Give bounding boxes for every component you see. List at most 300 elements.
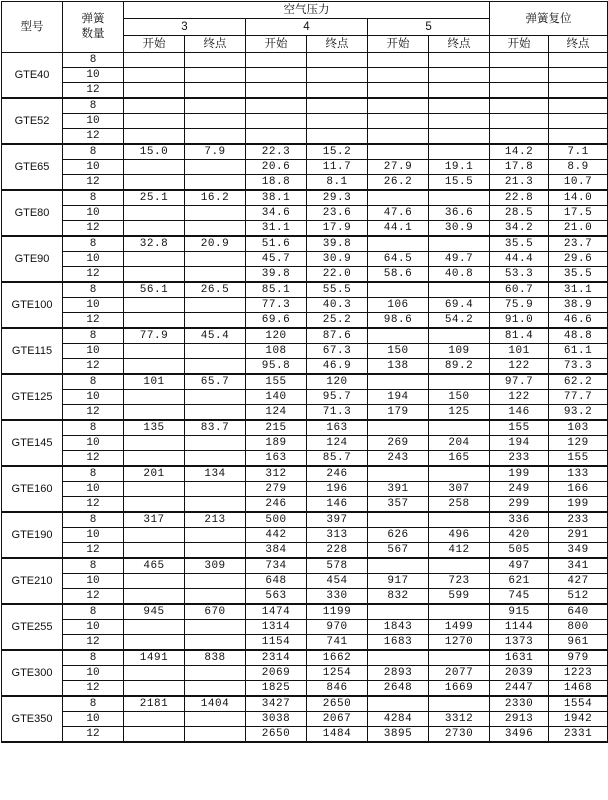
value-cell: 194: [368, 390, 429, 405]
value-cell: [185, 298, 246, 313]
value-cell: 1631: [490, 650, 549, 666]
spring-count-cell: 8: [63, 190, 124, 206]
value-cell: [490, 129, 549, 145]
value-cell: 35.5: [549, 267, 608, 283]
value-cell: 917: [368, 574, 429, 589]
spring-count-cell: 8: [63, 696, 124, 712]
value-cell: 21.3: [490, 175, 549, 191]
spring-count-cell: 12: [63, 313, 124, 329]
value-cell: [549, 53, 608, 68]
spring-count-cell: 10: [63, 482, 124, 497]
value-cell: 3427: [246, 696, 307, 712]
value-cell: 599: [429, 589, 490, 605]
value-cell: 2650: [307, 696, 368, 712]
value-cell: [246, 53, 307, 68]
value-cell: [124, 436, 185, 451]
value-cell: 85.1: [246, 282, 307, 298]
spring-count-cell: 8: [63, 604, 124, 620]
value-cell: [124, 114, 185, 129]
value-cell: 2893: [368, 666, 429, 681]
model-cell: GTE90: [2, 236, 63, 282]
table-row: [2, 696, 608, 712]
spring-count-cell: 8: [63, 374, 124, 390]
spring-count-cell: 8: [63, 144, 124, 160]
value-cell: 213: [185, 512, 246, 528]
value-cell: 800: [549, 620, 608, 635]
value-cell: 204: [429, 436, 490, 451]
value-cell: 15.5: [429, 175, 490, 191]
value-cell: 165: [429, 451, 490, 467]
value-cell: 745: [490, 589, 549, 605]
value-cell: 1373: [490, 635, 549, 651]
value-cell: [368, 604, 429, 620]
value-cell: 53.3: [490, 267, 549, 283]
value-cell: [429, 98, 490, 114]
value-cell: 75.9: [490, 298, 549, 313]
value-cell: 1683: [368, 635, 429, 651]
value-cell: [185, 482, 246, 497]
value-cell: 54.2: [429, 313, 490, 329]
end-header: 终点: [185, 36, 246, 53]
torque-table: [1, 1, 608, 743]
value-cell: 1314: [246, 620, 307, 635]
value-cell: 155: [246, 374, 307, 390]
spring-count-cell: 10: [63, 620, 124, 635]
value-cell: 77.7: [549, 390, 608, 405]
table-row: [2, 313, 608, 329]
value-cell: 40.3: [307, 298, 368, 313]
value-cell: [124, 666, 185, 681]
value-cell: [549, 83, 608, 99]
table-row: [2, 712, 608, 727]
value-cell: 45.4: [185, 328, 246, 344]
value-cell: [124, 712, 185, 727]
spring-count-cell: 8: [63, 328, 124, 344]
value-cell: 179: [368, 405, 429, 421]
value-cell: 312: [246, 466, 307, 482]
value-cell: 961: [549, 635, 608, 651]
spring-count-cell: 12: [63, 267, 124, 283]
value-cell: [185, 543, 246, 559]
spring-count-cell: 12: [63, 681, 124, 697]
value-cell: 299: [490, 497, 549, 513]
value-cell: 133: [549, 466, 608, 482]
spring-count-cell: 10: [63, 436, 124, 451]
value-cell: [429, 68, 490, 83]
value-cell: [124, 727, 185, 743]
value-cell: [307, 98, 368, 114]
value-cell: 412: [429, 543, 490, 559]
value-cell: 95.8: [246, 359, 307, 375]
value-cell: 25.1: [124, 190, 185, 206]
value-cell: [368, 558, 429, 574]
value-cell: [429, 53, 490, 68]
value-cell: [429, 650, 490, 666]
value-cell: 122: [490, 390, 549, 405]
value-cell: 35.5: [490, 236, 549, 252]
value-cell: 279: [246, 482, 307, 497]
value-cell: 979: [549, 650, 608, 666]
value-cell: 1662: [307, 650, 368, 666]
value-cell: 1554: [549, 696, 608, 712]
table-row: [2, 497, 608, 513]
value-cell: 2039: [490, 666, 549, 681]
value-cell: [124, 528, 185, 543]
value-cell: [124, 620, 185, 635]
value-cell: 45.7: [246, 252, 307, 267]
value-cell: 189: [246, 436, 307, 451]
value-cell: 29.3: [307, 190, 368, 206]
value-cell: 64.5: [368, 252, 429, 267]
model-cell: GTE100: [2, 282, 63, 328]
value-cell: 2913: [490, 712, 549, 727]
value-cell: [185, 436, 246, 451]
value-cell: 336: [490, 512, 549, 528]
model-cell: GTE210: [2, 558, 63, 604]
value-cell: 1199: [307, 604, 368, 620]
table-row: [2, 359, 608, 375]
value-cell: [124, 129, 185, 145]
value-cell: 166: [549, 482, 608, 497]
table-row: [2, 635, 608, 651]
value-cell: 11.7: [307, 160, 368, 175]
value-cell: [307, 83, 368, 99]
value-cell: 563: [246, 589, 307, 605]
value-cell: 163: [246, 451, 307, 467]
value-cell: 945: [124, 604, 185, 620]
value-cell: 8.1: [307, 175, 368, 191]
table-row: [2, 98, 608, 114]
spring-count-cell: 12: [63, 589, 124, 605]
value-cell: 17.5: [549, 206, 608, 221]
value-cell: 30.9: [429, 221, 490, 237]
value-cell: 34.6: [246, 206, 307, 221]
table-row: [2, 543, 608, 559]
value-cell: 93.2: [549, 405, 608, 421]
value-cell: 2330: [490, 696, 549, 712]
value-cell: 98.6: [368, 313, 429, 329]
value-cell: [185, 313, 246, 329]
value-cell: 122: [490, 359, 549, 375]
spring-count-cell: 10: [63, 160, 124, 175]
value-cell: [124, 574, 185, 589]
table-row: [2, 604, 608, 620]
value-cell: [185, 727, 246, 743]
value-cell: 146: [490, 405, 549, 421]
value-cell: [185, 390, 246, 405]
value-cell: [124, 160, 185, 175]
table-row: [2, 405, 608, 421]
value-cell: [124, 267, 185, 283]
value-cell: [185, 160, 246, 175]
value-cell: [549, 68, 608, 83]
value-cell: 21.0: [549, 221, 608, 237]
value-cell: [185, 98, 246, 114]
value-cell: [368, 83, 429, 99]
value-cell: [246, 98, 307, 114]
value-cell: [307, 114, 368, 129]
value-cell: 120: [307, 374, 368, 390]
table-row: [2, 666, 608, 681]
value-cell: 77.9: [124, 328, 185, 344]
value-cell: [185, 114, 246, 129]
value-cell: [124, 98, 185, 114]
value-cell: [185, 635, 246, 651]
value-cell: 307: [429, 482, 490, 497]
value-cell: 83.7: [185, 420, 246, 436]
value-cell: 215: [246, 420, 307, 436]
value-cell: 15.0: [124, 144, 185, 160]
value-cell: 228: [307, 543, 368, 559]
value-cell: 246: [246, 497, 307, 513]
value-cell: 1223: [549, 666, 608, 681]
table-row: [2, 175, 608, 191]
value-cell: 317: [124, 512, 185, 528]
value-cell: 129: [549, 436, 608, 451]
value-cell: 3496: [490, 727, 549, 743]
value-cell: 291: [549, 528, 608, 543]
value-cell: [246, 68, 307, 83]
value-cell: [185, 206, 246, 221]
value-cell: 73.3: [549, 359, 608, 375]
table-row: [2, 144, 608, 160]
value-cell: 1254: [307, 666, 368, 681]
spring-count-cell: 10: [63, 712, 124, 727]
value-cell: 2067: [307, 712, 368, 727]
spring-count-label: 弹簧数量: [81, 13, 105, 40]
value-cell: [185, 666, 246, 681]
spring-count-cell: 12: [63, 451, 124, 467]
value-cell: 670: [185, 604, 246, 620]
value-cell: 15.2: [307, 144, 368, 160]
table-row: [2, 129, 608, 145]
value-cell: 3312: [429, 712, 490, 727]
spring-count-cell: 12: [63, 635, 124, 651]
value-cell: 14.2: [490, 144, 549, 160]
value-cell: [185, 620, 246, 635]
value-cell: [368, 328, 429, 344]
value-cell: 124: [307, 436, 368, 451]
table-row: [2, 83, 608, 99]
value-cell: 1491: [124, 650, 185, 666]
value-cell: [185, 359, 246, 375]
value-cell: [185, 497, 246, 513]
value-cell: 155: [549, 451, 608, 467]
value-cell: 7.1: [549, 144, 608, 160]
value-cell: 120: [246, 328, 307, 344]
value-cell: [368, 466, 429, 482]
value-cell: [429, 328, 490, 344]
value-cell: [368, 190, 429, 206]
value-cell: 3895: [368, 727, 429, 743]
table-row: [2, 190, 608, 206]
value-cell: [368, 129, 429, 145]
value-cell: 40.8: [429, 267, 490, 283]
value-cell: 1484: [307, 727, 368, 743]
spring-count-cell: 8: [63, 282, 124, 298]
model-cell: GTE190: [2, 512, 63, 558]
value-cell: 38.9: [549, 298, 608, 313]
value-cell: 246: [307, 466, 368, 482]
value-cell: [307, 68, 368, 83]
value-cell: [307, 129, 368, 145]
value-cell: 60.7: [490, 282, 549, 298]
value-cell: 22.8: [490, 190, 549, 206]
value-cell: 108: [246, 344, 307, 359]
value-cell: 39.8: [307, 236, 368, 252]
value-cell: 81.4: [490, 328, 549, 344]
value-cell: [368, 420, 429, 436]
spring-count-cell: 12: [63, 359, 124, 375]
value-cell: [185, 528, 246, 543]
value-cell: 640: [549, 604, 608, 620]
value-cell: 578: [307, 558, 368, 574]
value-cell: 163: [307, 420, 368, 436]
value-cell: 14.0: [549, 190, 608, 206]
value-cell: 135: [124, 420, 185, 436]
value-cell: 454: [307, 574, 368, 589]
value-cell: 442: [246, 528, 307, 543]
value-cell: [124, 344, 185, 359]
model-cell: GTE125: [2, 374, 63, 420]
value-cell: 67.3: [307, 344, 368, 359]
value-cell: 626: [368, 528, 429, 543]
value-cell: 146: [307, 497, 368, 513]
spring-count-cell: 10: [63, 574, 124, 589]
value-cell: 1468: [549, 681, 608, 697]
value-cell: 357: [368, 497, 429, 513]
value-cell: [368, 53, 429, 68]
value-cell: [368, 144, 429, 160]
table-row: [2, 451, 608, 467]
value-cell: 341: [549, 558, 608, 574]
spring-count-cell: 10: [63, 298, 124, 313]
value-cell: [124, 313, 185, 329]
value-cell: 38.1: [246, 190, 307, 206]
value-cell: 384: [246, 543, 307, 559]
value-cell: 233: [549, 512, 608, 528]
value-cell: [429, 129, 490, 145]
value-cell: 1474: [246, 604, 307, 620]
spring-count-cell: 10: [63, 206, 124, 221]
spring-count-cell: 8: [63, 512, 124, 528]
spring-count-header: [63, 2, 124, 53]
table-row: [2, 282, 608, 298]
value-cell: [490, 53, 549, 68]
value-cell: [124, 405, 185, 421]
model-cell: GTE255: [2, 604, 63, 650]
value-cell: 10.7: [549, 175, 608, 191]
value-cell: 497: [490, 558, 549, 574]
value-cell: 1404: [185, 696, 246, 712]
value-cell: [429, 696, 490, 712]
value-cell: 330: [307, 589, 368, 605]
value-cell: 1144: [490, 620, 549, 635]
value-cell: 2314: [246, 650, 307, 666]
value-cell: 648: [246, 574, 307, 589]
value-cell: 838: [185, 650, 246, 666]
value-cell: 734: [246, 558, 307, 574]
spring-count-cell: 10: [63, 114, 124, 129]
value-cell: [124, 482, 185, 497]
value-cell: [429, 466, 490, 482]
value-cell: [185, 451, 246, 467]
value-cell: 723: [429, 574, 490, 589]
value-cell: [490, 114, 549, 129]
value-cell: 140: [246, 390, 307, 405]
value-cell: 621: [490, 574, 549, 589]
value-cell: 106: [368, 298, 429, 313]
value-cell: [549, 114, 608, 129]
spring-count-cell: 12: [63, 727, 124, 743]
value-cell: [429, 374, 490, 390]
value-cell: 69.4: [429, 298, 490, 313]
value-cell: [124, 175, 185, 191]
value-cell: [368, 282, 429, 298]
value-cell: 20.6: [246, 160, 307, 175]
value-cell: [124, 221, 185, 237]
value-cell: 39.8: [246, 267, 307, 283]
value-cell: [124, 83, 185, 99]
table-row: [2, 558, 608, 574]
value-cell: [368, 374, 429, 390]
value-cell: [368, 114, 429, 129]
value-cell: [185, 712, 246, 727]
value-cell: 101: [490, 344, 549, 359]
value-cell: 65.7: [185, 374, 246, 390]
table-row: [2, 482, 608, 497]
table-row: [2, 528, 608, 543]
model-cell: GTE52: [2, 98, 63, 144]
spring-return-header: 弹簧复位: [490, 2, 608, 36]
value-cell: [124, 681, 185, 697]
value-cell: 109: [429, 344, 490, 359]
value-cell: 26.2: [368, 175, 429, 191]
value-cell: 512: [549, 589, 608, 605]
value-cell: [185, 681, 246, 697]
value-cell: 1499: [429, 620, 490, 635]
table-row: [2, 620, 608, 635]
value-cell: 103: [549, 420, 608, 436]
value-cell: [490, 83, 549, 99]
value-cell: 243: [368, 451, 429, 467]
start-header: 开始: [490, 36, 549, 53]
value-cell: 2077: [429, 666, 490, 681]
value-cell: [368, 68, 429, 83]
value-cell: [549, 98, 608, 114]
value-cell: 832: [368, 589, 429, 605]
value-cell: [429, 144, 490, 160]
spring-count-cell: 10: [63, 68, 124, 83]
value-cell: [124, 543, 185, 559]
value-cell: [246, 129, 307, 145]
value-cell: 134: [185, 466, 246, 482]
value-cell: [185, 83, 246, 99]
value-cell: 87.6: [307, 328, 368, 344]
value-cell: [368, 696, 429, 712]
value-cell: 269: [368, 436, 429, 451]
value-cell: 8.9: [549, 160, 608, 175]
value-cell: 391: [368, 482, 429, 497]
value-cell: [490, 68, 549, 83]
value-cell: 125: [429, 405, 490, 421]
value-cell: [429, 558, 490, 574]
value-cell: 1825: [246, 681, 307, 697]
table-row: [2, 68, 608, 83]
value-cell: [124, 252, 185, 267]
end-header: 终点: [307, 36, 368, 53]
spring-count-cell: 8: [63, 98, 124, 114]
